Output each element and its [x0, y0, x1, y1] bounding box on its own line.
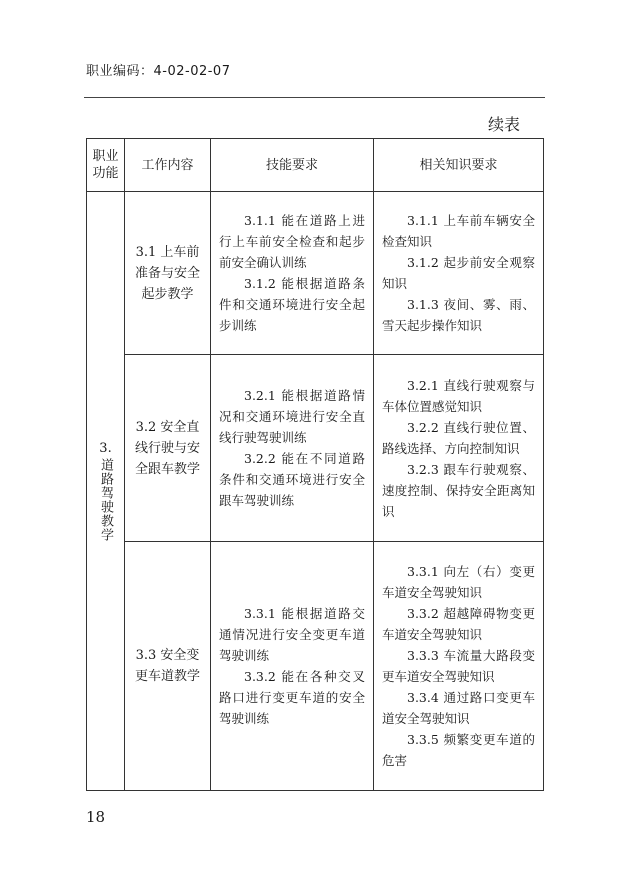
- skill-item: 3.2.2 能在不同道路条件和交通环境进行安全跟车驾驶训练: [219, 451, 365, 508]
- header-rule: [84, 97, 545, 98]
- skill-item: 3.1.1 能在道路上进行上车前安全检查和起步前安全确认训练: [219, 213, 365, 270]
- knowledge-item: 3.3.1 向左（右）变更车道安全驾驶知识: [382, 564, 535, 600]
- column-header-function-label: 职业 功能: [92, 149, 119, 181]
- knowledge-cell: [374, 192, 544, 355]
- column-header-skills: 技能要求: [211, 139, 374, 192]
- knowledge-item: 3.2.2 直线行驶位置、路线选择、方向控制知识: [382, 419, 535, 456]
- page-number: 18: [86, 808, 106, 826]
- function-number: 3.: [99, 441, 112, 456]
- skill-cell: [211, 355, 374, 542]
- work-content-cell: 3.3 安全变更车道教学: [125, 542, 211, 791]
- skill-item: 3.1.2 能根据道路条件和交通环境进行安全起步训练: [219, 276, 365, 333]
- function-cell: [87, 192, 125, 791]
- table-header-row: [87, 139, 544, 192]
- table-row: [87, 192, 544, 355]
- knowledge-item: 3.1.3 夜间、雾、雨、雪天起步操作知识: [382, 297, 535, 333]
- skill-item: 3.3.1 能根据道路交通情况进行安全变更车道驾驶训练: [219, 606, 365, 663]
- knowledge-item: 3.3.5 频繁变更车道的危害: [382, 732, 535, 768]
- knowledge-item: 3.1.2 起步前安全观察知识: [382, 255, 535, 291]
- work-content-cell: 3.1 上车前准备与安全起步教学: [125, 192, 211, 355]
- knowledge-cell: [374, 542, 544, 791]
- table-row: [87, 355, 544, 542]
- column-header-function: [87, 139, 125, 192]
- knowledge-item: 3.3.4 通过路口变更车道安全驾驶知识: [382, 690, 535, 726]
- occupation-code: 职业编码：4-02-02-07: [86, 64, 231, 79]
- continued-label: 续表: [488, 115, 521, 134]
- skill-table: [86, 138, 544, 791]
- knowledge-item: 3.1.1 上车前车辆安全检查知识: [382, 213, 535, 249]
- column-header-work: 工作内容: [125, 139, 211, 192]
- work-content-cell: 3.2 安全直线行驶与安全跟车教学: [125, 355, 211, 542]
- column-header-knowledge: 相关知识要求: [374, 139, 544, 192]
- skill-item: 3.2.1 能根据道路情况和交通环境进行安全直线行驶驾驶训练: [219, 388, 365, 445]
- skill-cell: [211, 542, 374, 791]
- knowledge-item: 3.2.3 跟车行驶观察、速度控制、保持安全距离知识: [382, 461, 535, 519]
- skill-cell: [211, 192, 374, 355]
- knowledge-item: 3.3.3 车流量大路段变更车道安全驾驶知识: [382, 648, 535, 684]
- knowledge-item: 3.2.1 直线行驶观察与车体位置感觉知识: [382, 377, 535, 414]
- function-name: 道路驾驶教学: [98, 458, 113, 542]
- table-row: [87, 542, 544, 791]
- knowledge-cell: [374, 355, 544, 542]
- knowledge-item: 3.3.2 超越障碍物变更车道安全驾驶知识: [382, 606, 535, 642]
- skill-item: 3.3.2 能在各种交叉路口进行变更车道的安全驾驶训练: [219, 669, 365, 726]
